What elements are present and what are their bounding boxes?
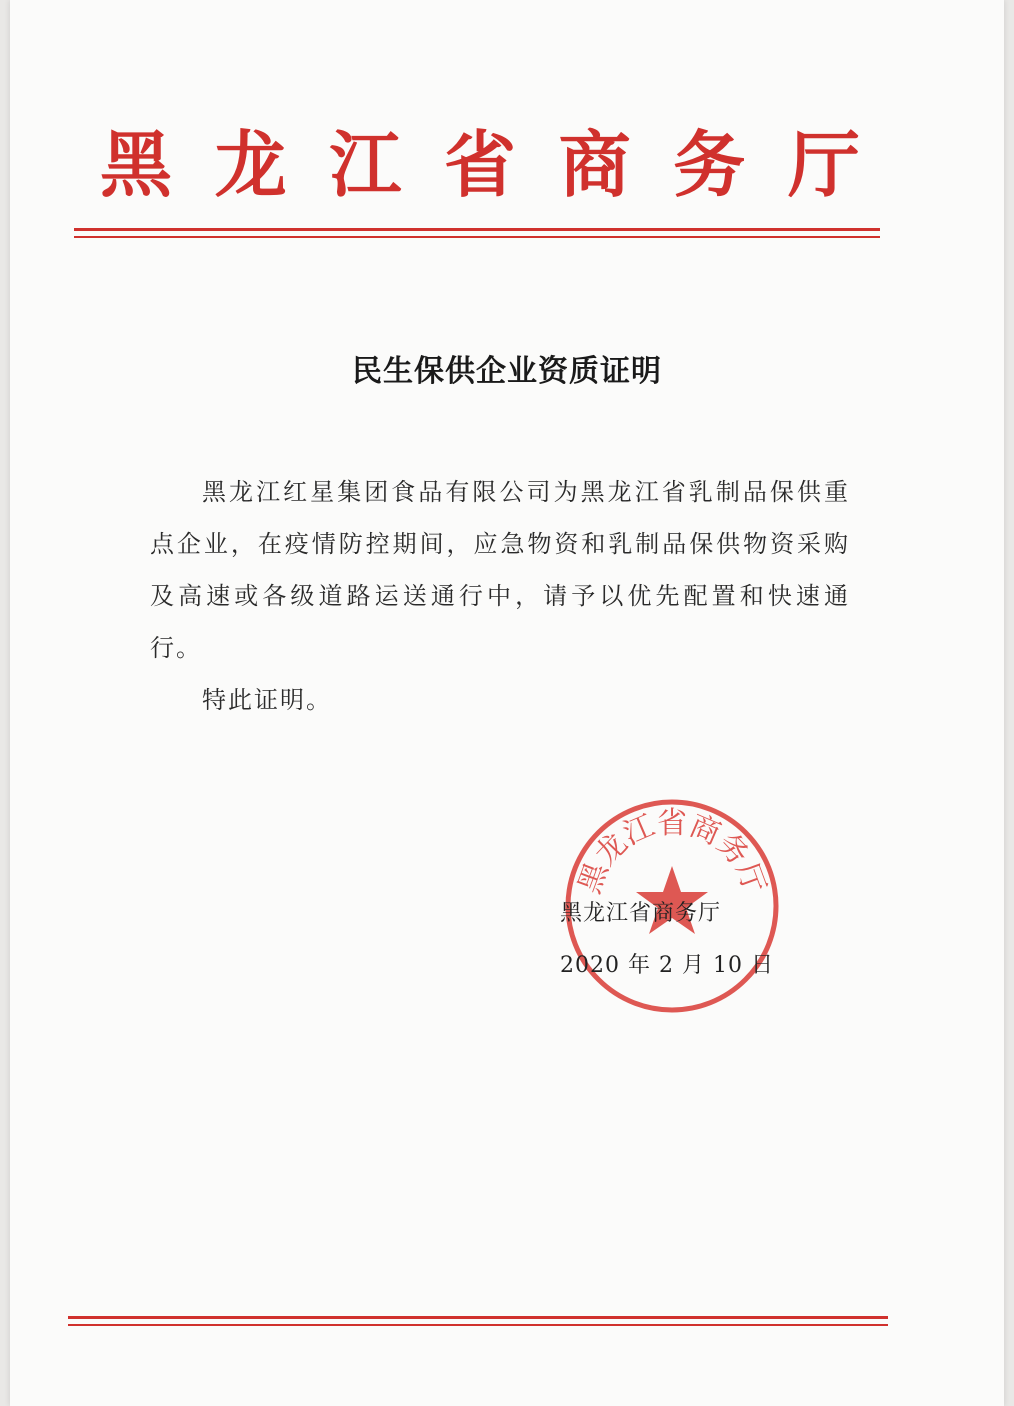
letterhead-char: 龙	[214, 123, 287, 207]
divider-thick-line	[68, 1316, 888, 1319]
divider-thin-line	[74, 236, 880, 238]
letterhead-divider	[74, 228, 880, 238]
letterhead-char: 江	[329, 123, 402, 207]
divider-thin-line	[68, 1324, 888, 1326]
document-title: 民生保供企业资质证明	[352, 354, 662, 389]
letterhead-char: 省	[443, 123, 516, 207]
signature-date: 2020 年 2 月 10 日	[560, 953, 774, 978]
letterhead-char: 务	[673, 123, 746, 207]
letterhead-char: 黑	[100, 123, 173, 207]
document-body: 黑龙江红星集团食品有限公司为黑龙江省乳制品保供重点企业，在疫情防控期间，应急物资和乳制品保供物资采购及高速或各级道路运送通行中，请予以优先配置和快速通行。	[150, 478, 850, 662]
document-closing: 特此证明。	[202, 686, 332, 714]
footer-divider	[68, 1316, 888, 1326]
signature-issuer: 黑龙江省商务厅	[560, 901, 722, 926]
divider-thick-line	[74, 228, 880, 231]
document-page	[10, 0, 1004, 1406]
seal-text: 黑龙江省商务厅	[572, 805, 772, 899]
letterhead-char: 厅	[787, 123, 860, 207]
letterhead-title	[100, 120, 860, 210]
letterhead-char: 商	[558, 123, 631, 207]
signature-block	[560, 888, 774, 992]
